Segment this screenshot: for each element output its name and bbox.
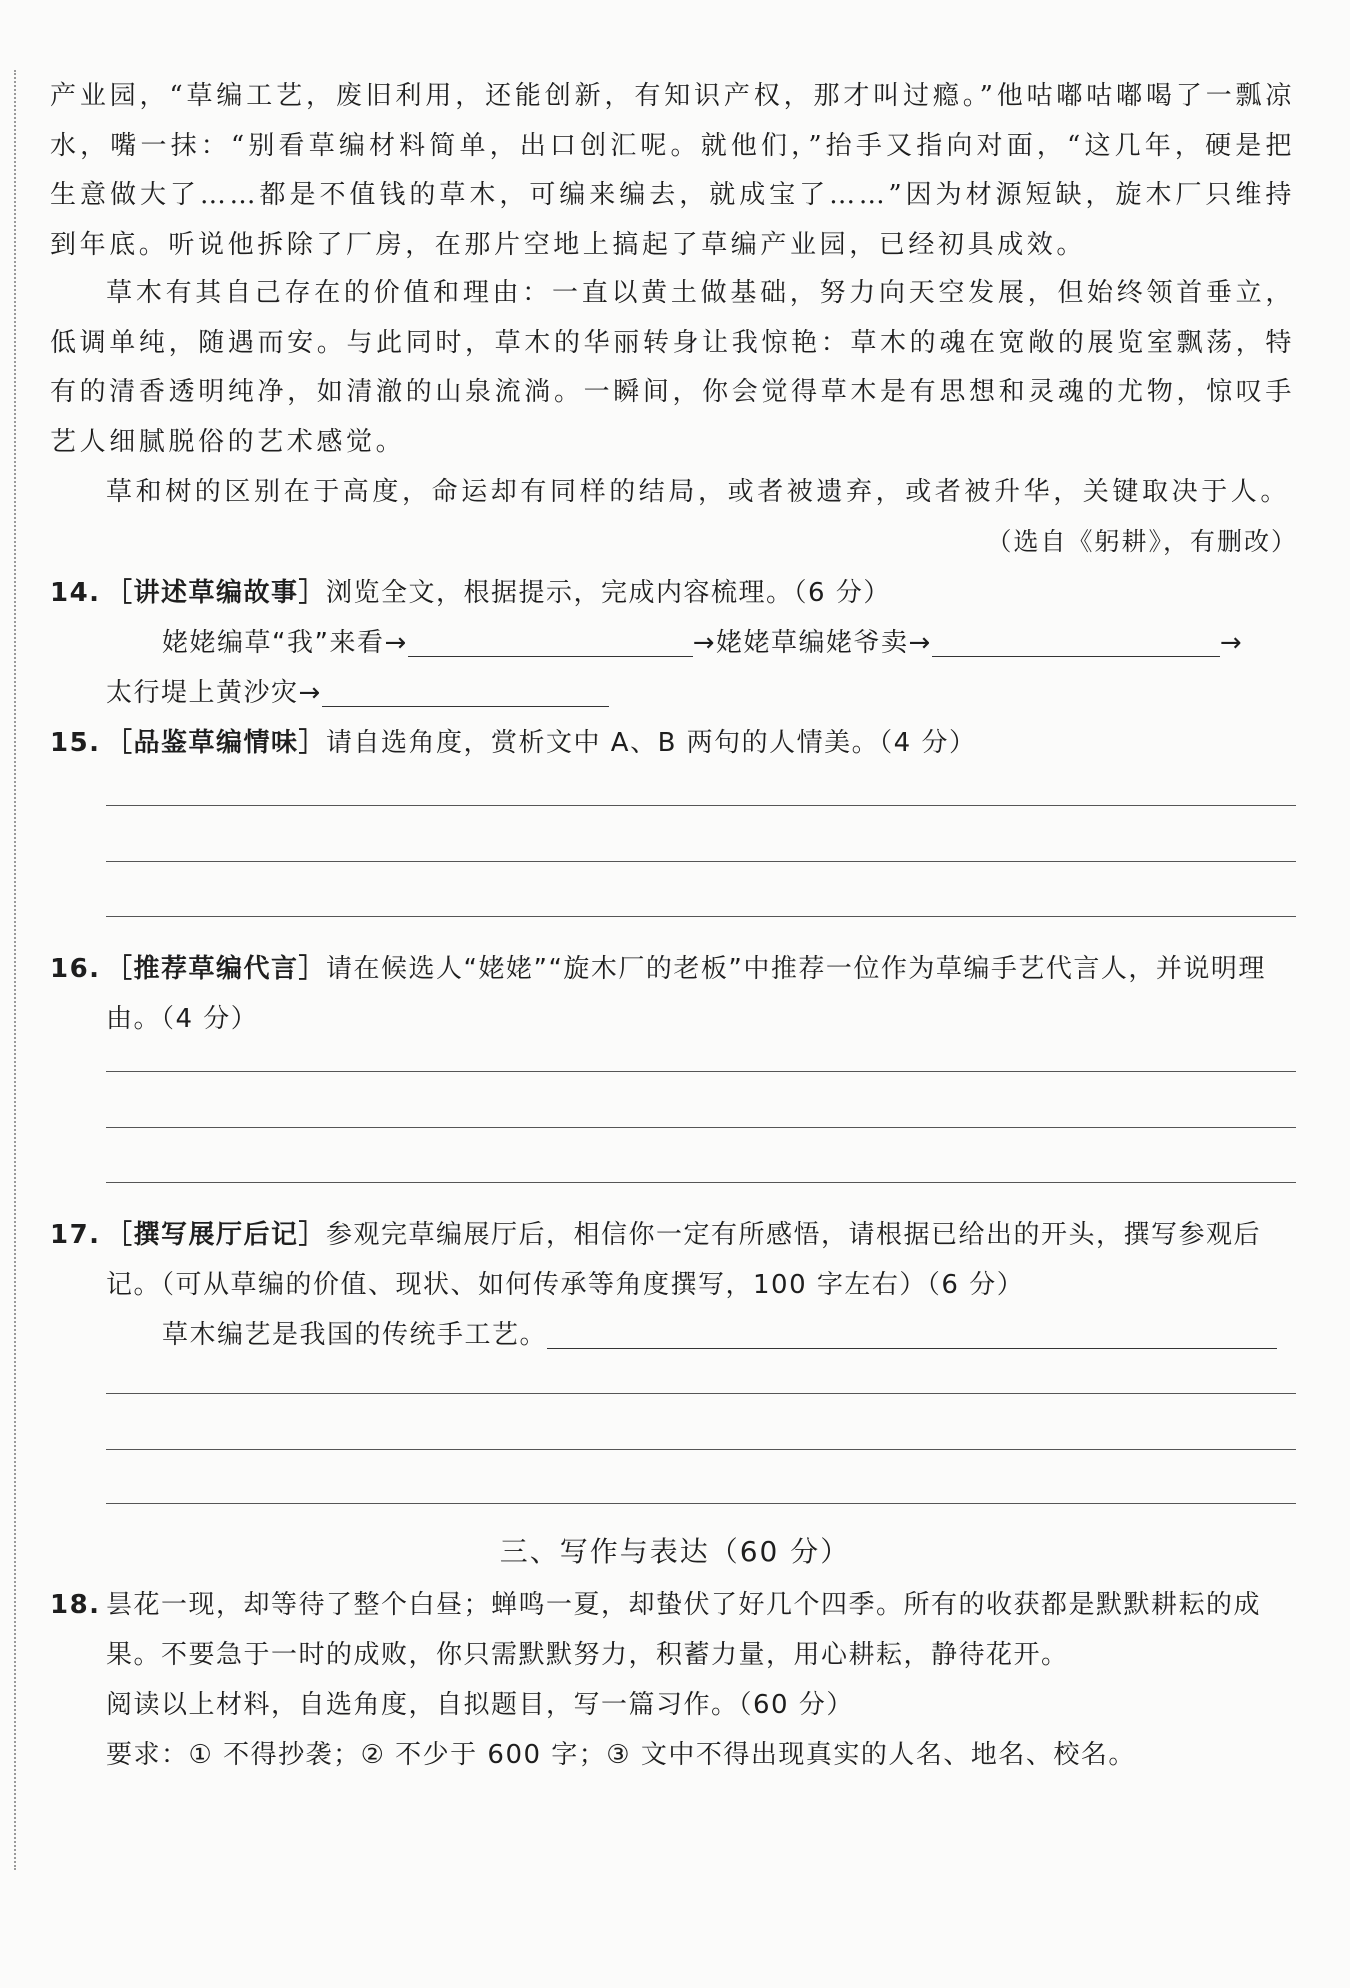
question-tag: ［撰写展厅后记］ [106,1220,327,1250]
question-number: 17. [50,1220,101,1250]
answer-line[interactable] [106,1182,1296,1183]
question-16 [50,944,1300,994]
question-18 [50,1580,1300,1630]
q17-starter: 草木编艺是我国的传统手工艺。 [162,1320,548,1350]
q14-arrow: → [1219,628,1244,658]
question-number: 15. [50,728,101,758]
q14-step-3: 太行堤上黄沙灾→ [106,678,322,708]
question-number: 16. [50,954,101,984]
q14-step-2: →姥姥草编姥爷卖→ [692,628,932,658]
q14-blank-3[interactable] [322,676,609,707]
question-14 [50,568,1300,618]
answer-line[interactable] [106,916,1296,917]
q17-blank[interactable] [547,1318,1277,1349]
question-tag: ［推荐草编代言］ [106,954,327,984]
q14-blank-2[interactable] [932,626,1220,657]
question-18-line-3: 阅读以上材料，自选角度，自拟题目，写一篇习作。（60 分） [106,1690,854,1720]
q14-flow-line-1 [162,618,1243,668]
question-tag: ［品鉴草编情味］ [106,728,327,758]
question-15 [50,718,1300,768]
question-18-line-2: 果。不要急于一时的成败，你只需默默努力，积蓄力量，用心耕耘，静待花开。 [106,1640,1069,1670]
answer-line[interactable] [106,805,1296,806]
q14-blank-1[interactable] [408,626,693,657]
passage-paragraph-3: 草和树的区别在于高度，命运却有同样的结局，或者被遗弃，或者被升华，关键取决于人。 [106,477,1291,507]
answer-line[interactable] [106,1449,1296,1450]
question-tag: ［讲述草编故事］ [106,578,327,608]
question-18-line-1: 昙花一现，却等待了整个白昼；蝉鸣一夏，却蛰伏了好几个四季。所有的收获都是默默耕耘的成 [106,1590,1262,1620]
answer-line[interactable] [106,861,1296,862]
section-3-heading: 三、写作与表达（60 分） [499,1535,851,1568]
question-text: 参观完草编展厅后，相信你一定有所感悟，请根据已给出的开头，撰写参观后 [326,1220,1262,1250]
q17-starter-line [162,1310,1277,1360]
question-text: 浏览全文，根据提示，完成内容梳理。（6 分） [326,578,891,608]
question-text: 请自选角度，赏析文中 A、B 两句的人情美。（4 分） [326,728,977,758]
answer-line[interactable] [106,1127,1296,1128]
q14-step-1: 姥姥编草“我”来看→ [162,628,408,658]
answer-line[interactable] [106,1393,1296,1394]
question-18-requirements: 要求：① 不得抄袭；② 不少于 600 字；③ 文中不得出现真实的人名、地名、校名。 [106,1740,1136,1770]
passage-source: （选自《躬耕》，有删改） [986,527,1298,556]
question-number: 14. [50,578,101,608]
question-17 [50,1210,1300,1260]
q14-flow-line-2 [106,668,609,718]
answer-line[interactable] [106,1071,1296,1072]
question-17-cont: 记。（可从草编的价值、现状、如何传承等角度撰写，100 字左右）（6 分） [106,1270,1025,1300]
answer-line[interactable] [106,1503,1296,1504]
question-number: 18. [50,1590,101,1620]
question-text: 请在候选人“姥姥”“旋木厂的老板”中推荐一位作为草编手艺代言人，并说明理 [326,954,1266,984]
passage-paragraph-2: 草木有其自己存在的价值和理由：一直以黄土做基础，努力向天空发展，但始终领首垂立，低调单纯，随遇而安。与此同时，草木的华丽转身让我惊艳：草木的魂在宽敞的展览室飘荡，特有的清香透明纯净，如清澈的山泉流淌。一瞬间，你会觉得草木是有思想和灵魂的尤物，惊叹手艺人细腻脱俗的艺术感觉。 [50,278,1295,457]
passage-paragraph-1: 产业园，“草编工艺，废旧利用，还能创新，有知识产权，那才叫过瘾。”他咕嘟咕嘟喝了一瓢凉水，嘴一抹：“别看草编材料简单，出口创汇呢。就他们，”抬手又指向对面，“这几年，硬是把生意做大了……都是不值钱的草木，可编来编去，就成宝了……”因为材源短缺，旋木厂只维持到年底。听说他拆除了厂房，在那片空地上搞起了草编产业园，已经初具成效。 [50,81,1295,260]
question-16-cont: 由。（4 分） [106,1004,259,1034]
